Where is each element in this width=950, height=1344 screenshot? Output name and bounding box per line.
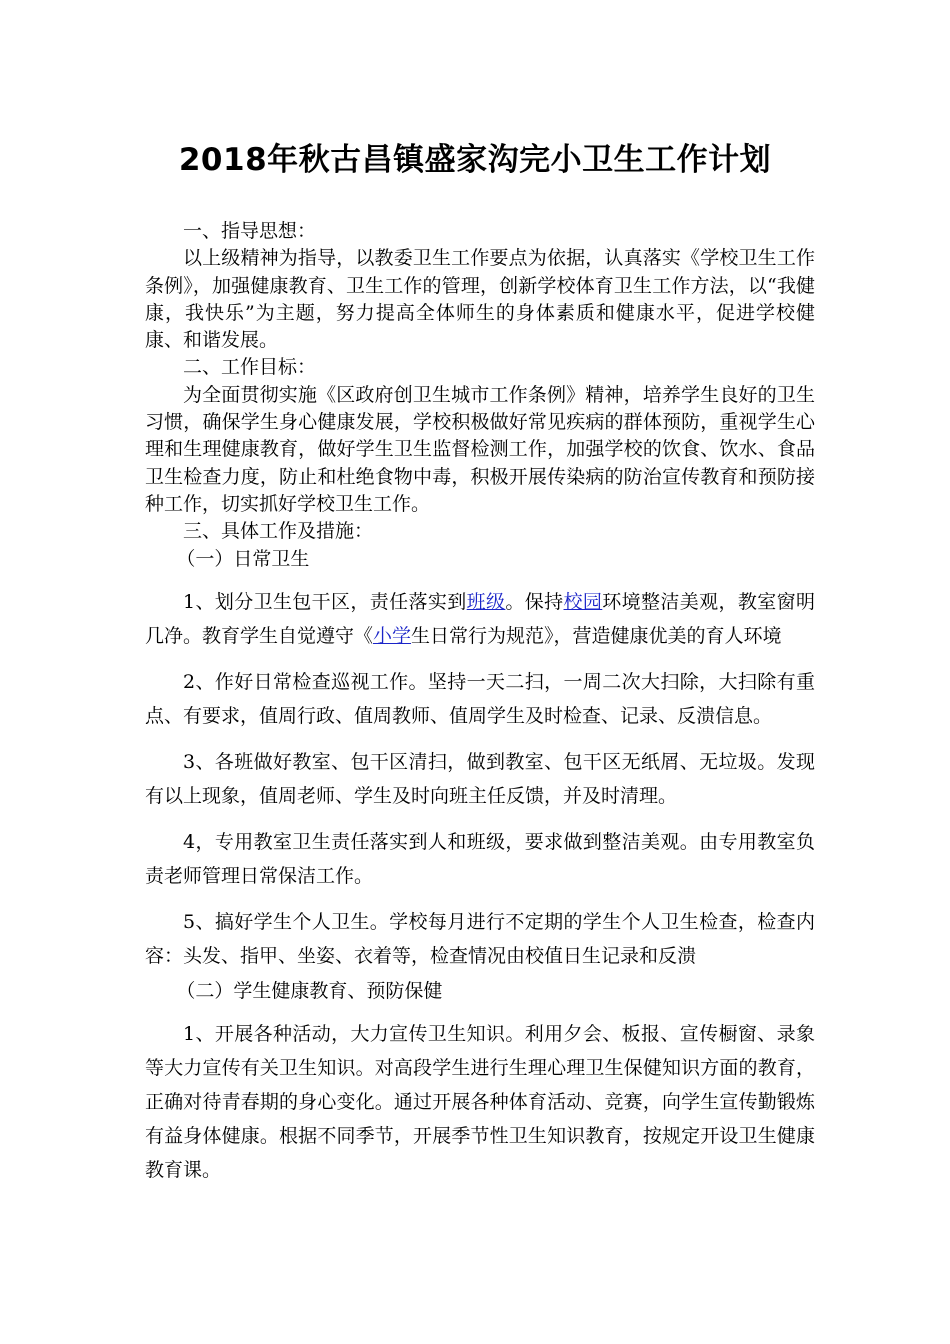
list-item-health-1: 1、开展各种活动，大力宣传卫生知识。利用夕会、板报、宣传橱窗、录象等大力宣传有关卫生知识。对高段学生进行生理心理卫生保健知识方面的教育，正确对待青春期的身心变化。通过开展各种体育活动、竞赛，向学生宣传勤锻炼有益身体健康。根据不同季节，开展季节性卫生知识教育，按规定开设卫生健康教育课。 [145, 1023, 815, 1182]
document-title: 2018年秋古昌镇盛家沟完小卫生工作计划 [178, 142, 772, 178]
paragraph-guiding-ideology: 以上级精神为指导，以教委卫生工作要点为依据，认真落实《学校卫生工作条例》，加强健康教育、卫生工作的管理，创新学校体育卫生工作方法，以“我健康，我快乐”为主题，努力提高全体师生的身体素质和健康水平，促进学校健康、和谐发展。 [145, 247, 815, 352]
item-text: 1、划分卫生包干区，责任落实到 [183, 590, 467, 613]
subsection-heading-health-education: （二）学生健康教育、预防保健 [176, 979, 443, 1002]
paragraph-work-goals: 为全面贯彻实施《区政府创卫生城市工作条例》精神，培养学生良好的卫生习惯，确保学生身心健康发展，学校积极做好常见疾病的群体预防，重视学生心理和生理健康教育，做好学生卫生监督检测工作，加强学校的饮食、饮水、食品卫生检查力度，防止和杜绝食物中毒，积极开展传染病的防治宣传教育和预防接种工作，切实抓好学校卫生工作。 [145, 383, 815, 515]
document-body [145, 218, 815, 1187]
link-campus[interactable]: 校园 [563, 590, 603, 613]
section-heading-measures: 三、具体工作及措施： [183, 520, 374, 543]
item-text: 生日常行为规范》，营造健康优美的育人环境 [411, 624, 782, 647]
list-item-daily-1 [145, 585, 815, 653]
section-heading-guiding-ideology: 一、指导思想： [183, 220, 317, 242]
list-item-daily-4: 4，专用教室卫生责任落实到人和班级，要求做到整洁美观。由专用教室负责老师管理日常保洁工作。 [145, 830, 815, 887]
list-item-daily-2: 2、作好日常检查巡视工作。坚持一天二扫，一周二次大扫除，大扫除有重点、有要求，值周行政、值周教师、值周学生及时检查、记录、反溃信息。 [145, 670, 815, 727]
link-class[interactable]: 班级 [466, 590, 506, 613]
list-item-daily-3: 3、各班做好教室、包干区清扫，做到教室、包干区无纸屑、无垃圾。发现有以上现象，值周老师、学生及时向班主任反馈，并及时清理。 [145, 750, 815, 807]
list-item-daily-5: 5、搞好学生个人卫生。学校每月进行不定期的学生个人卫生检查，检查内容：头发、指甲、坐姿、衣着等，检查情况由校值日生记录和反溃 [145, 910, 815, 967]
section-heading-work-goals: 二、工作目标： [183, 356, 317, 379]
subsection-heading-daily-hygiene: （一）日常卫生 [176, 547, 310, 570]
link-primary-school[interactable]: 小学 [373, 624, 412, 647]
item-text: 。保持 [505, 590, 564, 613]
item-text: 环境整洁美观，教室窗明几净。教育学生自觉遵守《 [145, 590, 815, 647]
